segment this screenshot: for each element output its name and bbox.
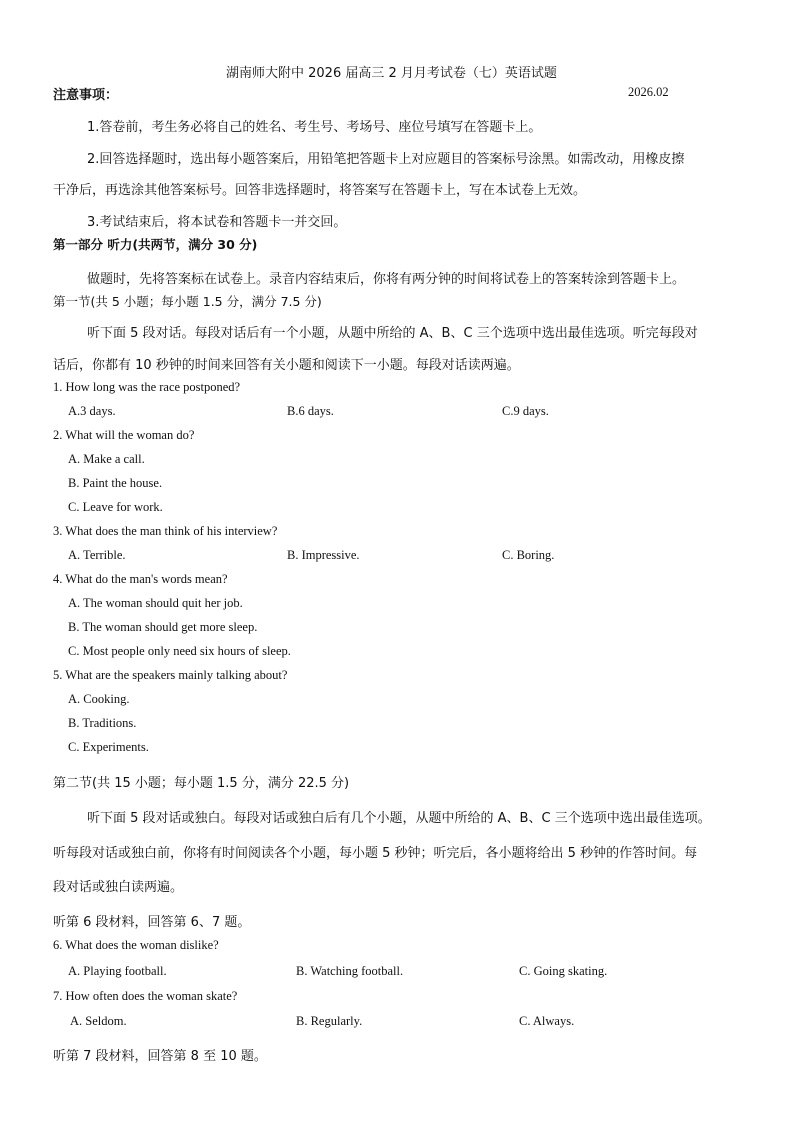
material-7-label: 听第 7 段材料，回答第 8 至 10 题。 <box>53 1049 267 1064</box>
question-2-option-b: B. Paint the house. <box>68 476 163 490</box>
question-3-option-a: A. Terrible. <box>68 548 126 562</box>
question-1-option-c: C.9 days. <box>502 404 549 418</box>
question-2-option-a: A. Make a call. <box>68 452 145 466</box>
section1-heading: 第一节(共 5 小题；每小题 1.5 分，满分 7.5 分) <box>53 294 322 309</box>
part1-heading: 第一部分 听力(共两节，满分 30 分) <box>53 237 258 252</box>
question-3-option-c: C. Boring. <box>502 548 555 562</box>
section1-instruction-2: 话后，你都有 10 秒钟的时间来回答有关小题和阅读下一小题。每段对话读两遍。 <box>53 358 520 373</box>
section1-instruction-1: 听下面 5 段对话。每段对话后有一个小题，从题中所给的 A、B、C 三个选项中选出最佳选项。听完每段对 <box>87 326 698 341</box>
material-6-label: 听第 6 段材料，回答第 6、7 题。 <box>53 915 251 930</box>
question-7-stem: 7. How often does the woman skate? <box>53 989 238 1003</box>
question-7-option-c: C. Always. <box>519 1014 575 1028</box>
question-5-stem: 5. What are the speakers mainly talking about? <box>53 668 288 682</box>
notice-2: 2.回答选择题时，选出每小题答案后，用铅笔把答题卡上对应题目的答案标号涂黑。如需改动，用橡皮擦 <box>87 152 685 167</box>
question-1-option-a: A.3 days. <box>68 404 116 418</box>
question-6-option-b: B. Watching football. <box>296 964 404 978</box>
notice-1: 1.答卷前，考生务必将自己的姓名、考生号、考场号、座位号填写在答题卡上。 <box>87 120 542 135</box>
section2-instruction-1: 听下面 5 段对话或独白。每段对话或独白后有几个小题，从题中所给的 A、B、C 三个选项中选出最佳选项。 <box>87 811 711 826</box>
question-5-option-b: B. Traditions. <box>68 716 137 730</box>
question-3-option-b: B. Impressive. <box>287 548 360 562</box>
question-6-option-c: C. Going skating. <box>519 964 608 978</box>
section2-heading: 第二节(共 15 小题；每小题 1.5 分，满分 22.5 分) <box>53 776 350 791</box>
question-7-option-b: B. Regularly. <box>296 1014 363 1028</box>
question-5-option-a: A. Cooking. <box>68 692 130 706</box>
question-4-option-b: B. The woman should get more sleep. <box>68 620 258 634</box>
section2-instruction-2: 听每段对话或独白前，你将有时间阅读各个小题，每小题 5 秒钟；听完后，各小题将给出 5 秒钟的作答时间。每 <box>53 846 698 861</box>
notice-2-cont: 干净后，再选涂其他答案标号。回答非选择题时，将答案写在答题卡上，写在本试卷上无效。 <box>53 183 587 198</box>
exam-date: 2026.02 <box>628 85 669 99</box>
question-1-stem: 1. How long was the race postponed? <box>53 380 241 394</box>
notice-3: 3.考试结束后，将本试卷和答题卡一并交回。 <box>87 215 347 230</box>
notice-label: 注意事项： <box>53 88 119 103</box>
question-4-option-a: A. The woman should quit her job. <box>68 596 243 610</box>
question-3-stem: 3. What does the man think of his interview? <box>53 524 278 538</box>
page-title: 湖南师大附中 2026 届高三 2 月月考试卷（七）英语试题 <box>226 66 557 81</box>
question-5-option-c: C. Experiments. <box>68 740 149 754</box>
section2-instruction-3: 段对话或独白读两遍。 <box>53 880 184 895</box>
question-2-option-c: C. Leave for work. <box>68 500 163 514</box>
question-4-stem: 4. What do the man's words mean? <box>53 572 228 586</box>
question-1-option-b: B.6 days. <box>287 404 334 418</box>
question-6-stem: 6. What does the woman dislike? <box>53 938 219 952</box>
question-4-option-c: C. Most people only need six hours of sleep. <box>68 644 291 658</box>
question-6-option-a: A. Playing football. <box>68 964 167 978</box>
question-2-stem: 2. What will the woman do? <box>53 428 195 442</box>
part1-intro: 做题时，先将答案标在试卷上。录音内容结束后，你将有两分钟的时间将试卷上的答案转涂到答题卡上。 <box>87 272 686 287</box>
question-7-option-a: A. Seldom. <box>70 1014 127 1028</box>
